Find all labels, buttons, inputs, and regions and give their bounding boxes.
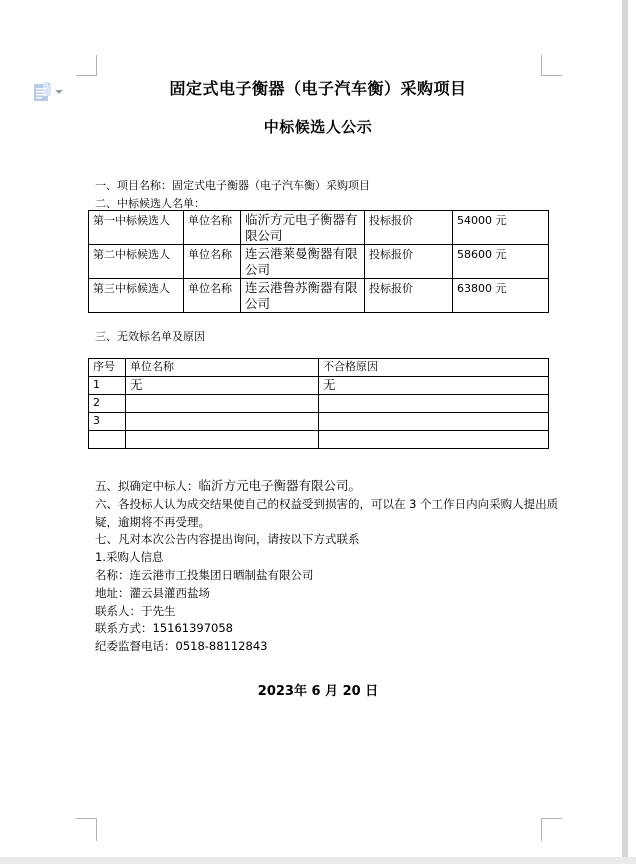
discipline-phone: 纪委监督电话：0518-88112843 — [95, 639, 268, 654]
contact-phone: 联系方式：15161397058 — [95, 621, 233, 636]
buyer-heading: 1.采购人信息 — [95, 550, 164, 565]
unit-name: 连云港莱曼衡器有限公司 — [241, 245, 365, 279]
unit-name: 临沂方元电子衡器有限公司 — [241, 211, 365, 245]
candidate-rank: 第三中标候选人 — [89, 279, 184, 313]
buyer-name: 名称：连云港市工投集团日晒制盐有限公司 — [95, 567, 314, 582]
seq-cell — [89, 431, 126, 449]
margin-mark-top-right — [541, 55, 562, 76]
contact-person: 联系人：于先生 — [95, 603, 176, 618]
margin-mark-top-left — [76, 55, 97, 76]
objection-line-2: 疑，逾期将不再受理。 — [95, 514, 210, 529]
price-value: 54000 元 — [453, 211, 549, 245]
unit-label: 单位名称 — [184, 211, 241, 245]
header-reason: 不合格原因 — [319, 359, 549, 377]
price-value: 63800 元 — [453, 279, 549, 313]
header-unit: 单位名称 — [126, 359, 319, 377]
unit-cell: 无 — [126, 377, 319, 395]
table-row — [89, 413, 549, 431]
seq-cell: 2 — [89, 395, 126, 413]
table-row — [89, 211, 549, 245]
table-row — [89, 431, 549, 449]
seq-cell: 3 — [89, 413, 126, 431]
section-invalid-heading: 三、无效标名单及原因 — [95, 330, 205, 343]
price-label: 投标报价 — [365, 211, 453, 245]
margin-mark-bottom-left — [76, 818, 97, 841]
table-header-row — [89, 359, 549, 377]
reason-cell — [319, 395, 549, 413]
price-label: 投标报价 — [365, 245, 453, 279]
winner-name: 临沂方元电子衡器有限公司。 — [198, 478, 362, 493]
candidate-rank: 第二中标候选人 — [89, 245, 184, 279]
candidates-table — [88, 210, 549, 313]
inquiry-line: 七、凡对本次公告内容提出询问，请按以下方式联系 — [95, 532, 360, 547]
margin-mark-bottom-right — [541, 818, 562, 841]
objection-line-1: 六、各投标人认为成交结果使自己的权益受到损害的，可以在 3 个工作日内向采购人提出质 — [95, 496, 559, 511]
reason-cell — [319, 431, 549, 449]
price-label: 投标报价 — [365, 279, 453, 313]
unit-name: 连云港鲁苏衡器有限公司 — [241, 279, 365, 313]
page-bottom-edge — [0, 857, 636, 864]
unit-label: 单位名称 — [184, 279, 241, 313]
unit-cell — [126, 395, 319, 413]
table-row — [89, 377, 549, 395]
reason-cell — [319, 413, 549, 431]
section-project-name: 一、项目名称：固定式电子衡器（电子汽车衡）采购项目 — [95, 179, 370, 192]
invalid-bids-table — [88, 358, 549, 449]
candidate-rank: 第一中标候选人 — [89, 211, 184, 245]
document-title: 固定式电子衡器（电子汽车衡）采购项目 — [169, 79, 467, 98]
section-candidates-heading: 二、中标候选人名单： — [95, 197, 205, 210]
body-paragraphs — [95, 477, 570, 656]
header-seq: 序号 — [89, 359, 126, 377]
table-row — [89, 245, 549, 279]
document-date: 2023年 6 月 20 日 — [257, 684, 379, 699]
reason-cell: 无 — [319, 377, 549, 395]
buyer-address: 地址：灌云县灌西盐场 — [95, 585, 210, 600]
price-value: 58600 元 — [453, 245, 549, 279]
confirm-prefix: 五、拟确定中标人： — [95, 479, 199, 493]
table-row — [89, 279, 549, 313]
unit-cell — [126, 413, 319, 431]
document-subtitle: 中标候选人公示 — [263, 118, 373, 136]
unit-cell — [126, 431, 319, 449]
unit-label: 单位名称 — [184, 245, 241, 279]
table-row — [89, 395, 549, 413]
confirm-winner-line — [95, 477, 570, 496]
seq-cell: 1 — [89, 377, 126, 395]
